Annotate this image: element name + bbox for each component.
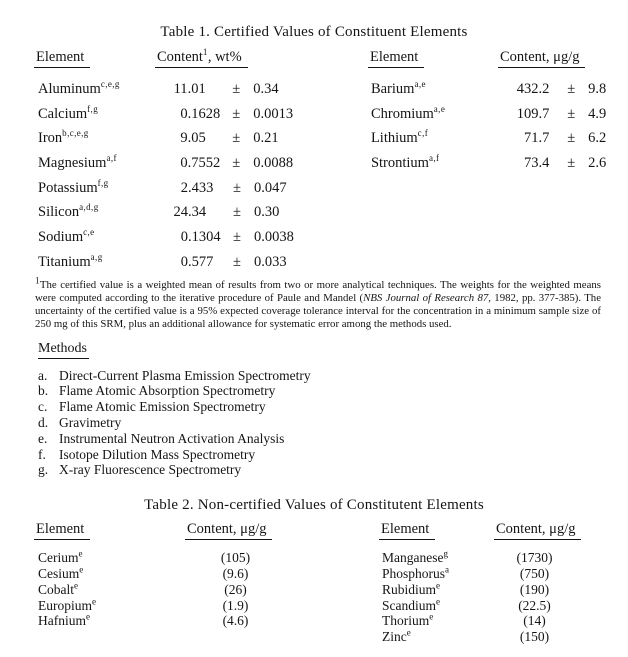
method-superscript: e	[79, 564, 84, 575]
footnote-marker: 1	[202, 47, 208, 58]
method-letter: d.	[38, 415, 49, 431]
method-superscript: c,e	[83, 227, 95, 238]
content-value: 24.34	[173, 204, 207, 221]
table-row	[0, 126, 628, 151]
plus-minus-sign: ±	[233, 204, 241, 221]
journal-citation: NBS Journal of Research 87	[363, 291, 489, 304]
content-value: (14)	[523, 613, 546, 629]
element-name: Phosphorus$^a$	[382, 564, 450, 582]
uncertainty-value: 0.047	[254, 179, 287, 196]
list-item	[38, 431, 628, 447]
content-value: (4.6)	[222, 613, 249, 629]
element-name: Europium$^e$	[38, 596, 97, 613]
method-superscript: a,f	[428, 153, 440, 164]
table-row	[0, 77, 628, 102]
element-name: Cesium$^e$	[38, 564, 84, 582]
method-superscript: e	[74, 580, 79, 591]
plus-minus-sign: ±	[232, 105, 241, 122]
uncertainty-value: 0.21	[253, 130, 279, 147]
method-label: Gravimetry	[59, 415, 122, 431]
plus-minus-sign: ±	[233, 229, 241, 246]
element-name	[38, 629, 188, 645]
table2-body	[0, 550, 628, 645]
method-superscript: g	[443, 548, 449, 559]
method-superscript: e	[78, 548, 83, 559]
uncertainty-value: 6.2	[588, 130, 607, 147]
content-value: 11.01	[173, 81, 206, 97]
element-name: Titanium$^{a,g}$	[38, 251, 103, 270]
element-name: Lithium$^{c,f}$	[370, 128, 429, 147]
plus-minus-sign: ±	[567, 130, 576, 147]
uncertainty-value: 0.0088	[253, 155, 294, 172]
element-name: Potassium$^{f,g}$	[38, 177, 109, 196]
table-row	[0, 176, 628, 201]
table1-header-row	[0, 49, 628, 71]
table-row	[0, 629, 628, 645]
uncertainty-value: 0.0013	[253, 105, 294, 122]
table1-body	[0, 77, 628, 275]
element-name: Rubidium$^e$	[382, 580, 441, 597]
table2-header-content-right: Content, μg/g	[494, 521, 581, 540]
table2-header-element-right: Element	[379, 521, 435, 540]
content-value: (150)	[519, 629, 550, 645]
content-value: (750)	[519, 566, 550, 582]
method-superscript: f,g	[87, 103, 99, 114]
table1-header-element-right: Element	[368, 49, 424, 68]
method-superscript: e	[92, 596, 97, 607]
content-value: 71.7	[523, 130, 550, 147]
table2-header-content-left: Content, μg/g	[185, 521, 272, 540]
content-value: 109.7	[516, 105, 550, 122]
footnote-marker: 1	[35, 274, 40, 285]
table-row	[0, 151, 628, 176]
method-superscript: e	[86, 611, 91, 622]
table-row	[0, 566, 628, 582]
plus-minus-sign: ±	[567, 105, 576, 122]
element-name: Iron$^{b,c,e,g}$	[38, 128, 89, 147]
uncertainty-value: 9.8	[588, 81, 607, 97]
content-value: (9.6)	[222, 566, 249, 582]
method-letter: e.	[38, 430, 48, 446]
method-superscript: e	[436, 580, 441, 591]
element-name: Barium$^{a,e}$	[370, 79, 426, 97]
method-label: Direct-Current Plasma Emission Spectrometry	[59, 367, 311, 383]
table-row	[0, 613, 628, 629]
content-value: 432.2	[516, 81, 550, 97]
list-item	[38, 447, 628, 463]
element-name: Strontium$^{a,f}$	[370, 153, 440, 172]
method-superscript: c,f	[417, 128, 429, 139]
methods-heading: Methods	[38, 341, 89, 359]
plus-minus-sign: ±	[232, 130, 241, 147]
table1-header-element-left: Element	[34, 49, 90, 68]
methods-list	[38, 368, 628, 479]
plus-minus-sign: ±	[232, 155, 241, 172]
uncertainty-value: 0.34	[253, 81, 279, 97]
table-row	[0, 250, 628, 275]
content-value: (105)	[220, 550, 251, 566]
list-item	[38, 415, 628, 431]
content-value: (1.9)	[222, 597, 249, 613]
list-item	[38, 462, 628, 478]
content-value: 73.4	[523, 155, 550, 172]
plus-minus-sign: ±	[233, 179, 241, 196]
content-value: (26)	[224, 581, 247, 597]
element-name: Scandium$^e$	[382, 596, 441, 613]
method-superscript: e	[429, 611, 434, 622]
content-value: (1730)	[516, 550, 553, 566]
method-superscript: b,c,e,g	[62, 128, 89, 139]
plus-minus-sign: ±	[232, 81, 241, 97]
method-superscript: a,g	[90, 251, 103, 262]
content-value: 0.1628	[180, 105, 221, 122]
content-value: 0.1304	[180, 229, 221, 246]
uncertainty-value: 0.033	[254, 253, 287, 270]
method-letter: a.	[38, 367, 48, 383]
element-name: Manganese$^g$	[382, 548, 449, 566]
element-name: Sodium$^{c,e}$	[38, 227, 95, 246]
method-label: Instrumental Neutron Activation Analysis	[59, 430, 285, 446]
method-letter: f.	[38, 446, 46, 462]
certified-value-footnote: $^1$The certified value is a weighted mean of results from two or more analytical techniques. The weights for the weighted means were computed according to the iterative procedure of Paule and Mandel (NBS Journal of Research 87, 1982, pp. 377-385). The uncertainty of the certified value is a 95% expected coverage tolerance interval for the concentration in a minimum sample size of 250 mg of this SRM, plus an additional allowance for systematic error among the methods used.	[35, 274, 601, 331]
uncertainty-value: 4.9	[588, 105, 607, 122]
uncertainty-value: 2.6	[588, 155, 607, 172]
method-superscript: a,e	[433, 103, 446, 114]
element-name: Thorium$^e$	[382, 611, 434, 629]
table1-header-content-wt: Content$^1$, wt%	[155, 49, 248, 68]
methods-section	[38, 341, 628, 479]
element-name: Cobalt$^e$	[38, 580, 79, 597]
plus-minus-sign: ±	[233, 253, 241, 270]
table2-header-element-left: Element	[34, 521, 90, 540]
content-value	[188, 629, 283, 645]
element-name: Silicon$^{a,d,g}$	[38, 202, 99, 221]
element-name: Aluminum$^{c,e,g}$	[38, 79, 120, 97]
element-name: Hafnium$^e$	[38, 611, 91, 629]
method-superscript: f,g	[97, 177, 109, 188]
method-superscript: a,d,g	[79, 202, 99, 213]
content-value: 2.433	[180, 179, 214, 196]
element-name: Cerium$^e$	[38, 548, 83, 566]
content-value: 9.05	[180, 130, 206, 147]
list-item	[38, 383, 628, 399]
method-superscript: e	[406, 627, 412, 638]
plus-minus-sign: ±	[567, 155, 576, 172]
table-row	[0, 102, 628, 127]
method-superscript: c,e,g	[100, 79, 120, 90]
plus-minus-sign: ±	[567, 81, 576, 97]
element-name: Chromium$^{a,e}$	[370, 103, 446, 122]
table1-title: Table 1. Certified Values of Constituent Elements	[160, 24, 468, 40]
method-label: Isotope Dilution Mass Spectrometry	[59, 446, 256, 462]
element-name: Zinc$^e$	[382, 627, 412, 645]
method-label: Flame Atomic Absorption Spectrometry	[59, 383, 276, 399]
table-row	[0, 598, 628, 614]
method-superscript: a	[445, 564, 450, 575]
content-value: (22.5)	[518, 597, 551, 613]
method-label: X-ray Fluorescence Spectrometry	[59, 462, 242, 478]
table2-header-row	[0, 521, 628, 543]
uncertainty-value: 0.30	[254, 204, 280, 221]
list-item	[38, 399, 628, 415]
table-row	[0, 225, 628, 250]
method-letter: c.	[38, 399, 48, 415]
element-name: Magnesium$^{a,f}$	[38, 153, 117, 172]
table-row	[0, 550, 628, 566]
method-superscript: a,f	[106, 153, 117, 164]
content-value: (190)	[519, 581, 550, 597]
method-letter: b.	[38, 383, 49, 399]
content-value: 0.7552	[180, 155, 221, 172]
element-name: Calcium$^{f,g}$	[38, 103, 99, 122]
table2-title: Table 2. Non-certified Values of Constitutent Elements	[144, 497, 484, 514]
table1-header-content-ug: Content, μg/g	[498, 49, 585, 68]
method-letter: g.	[38, 462, 49, 478]
list-item	[38, 368, 628, 384]
method-superscript: e	[436, 596, 441, 607]
uncertainty-value: 0.0038	[254, 229, 294, 246]
table-row	[0, 200, 628, 225]
method-label: Flame Atomic Emission Spectrometry	[59, 399, 266, 415]
method-superscript: a,e	[414, 79, 426, 90]
content-value: 0.577	[180, 253, 214, 270]
